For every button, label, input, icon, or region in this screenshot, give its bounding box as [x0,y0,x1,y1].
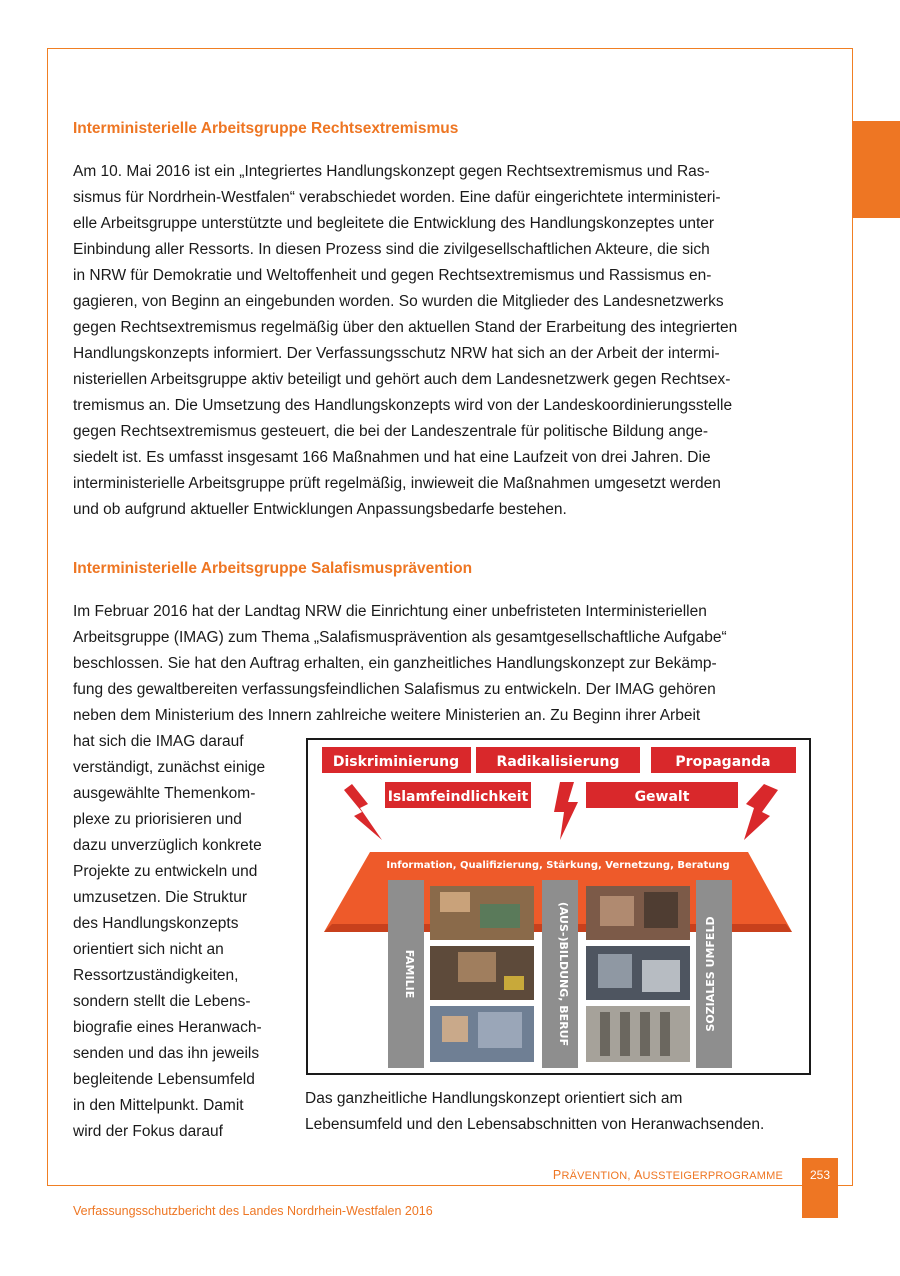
photo-detail [478,1012,522,1048]
text-line: senden und das ihn jeweils [73,1045,260,1062]
concept-figure [306,738,811,1075]
photo-detail [620,1012,630,1056]
text-line: siedelt ist. Es umfasst insgesamt 166 Maßnahmen und hat eine Laufzeit von drei Jahren. Die [73,449,711,466]
threat-label-propaganda: Propaganda [675,754,771,770]
roof-label: Information, Qualifizierung, Stärkung, Vernetzung, Beratung [386,860,730,871]
text-line: tremismus an. Die Umsetzung des Handlungskonzepts wird von der Landeskoordinierungsstelle [73,397,733,414]
footer-section-word2-rest: USSTEIGERPROGRAMME [642,1170,783,1182]
photo-detail [600,896,634,926]
paragraph-rechtsextremismus [73,159,813,523]
photo-detail [660,1012,670,1056]
text-line: nisteriellen Arbeitsgruppe aktiv beteiligt und gehört auch dem Landesnetzwerk gegen Rechtsex- [73,371,731,388]
text-line: Handlungskonzepts informiert. Der Verfassungsschutz NRW hat sich an der Arbeit der intermi- [73,345,720,362]
photo-detail [440,892,470,912]
text-line: und ob aufgrund aktueller Entwicklungen Anpassungsbedarfe bestehen. [73,501,567,518]
text-line: dazu unverzüglich konkrete [73,837,262,854]
photo-detail [480,904,520,928]
text-line: Ressortzuständigkeiten, [73,967,239,984]
text-line: hat sich die IMAG darauf [73,733,244,750]
paragraph-salafismus [73,599,813,729]
photo-detail [598,954,632,988]
running-footer-section [553,1168,783,1182]
text-line: des Handlungskonzepts [73,915,239,932]
photo-detail [458,952,496,982]
footer-section-word2-initial: A [633,1168,643,1182]
text-line: in NRW für Demokratie und Weltoffenheit und gegen Rechtsextremismus und Rassismus en- [73,267,712,284]
text-line: Arbeitsgruppe (IMAG) zum Thema „Salafismusprävention als gesamtgesellschaftliche Aufgabe“ [73,629,727,646]
text-line: orientiert sich nicht an [73,941,224,958]
threat-label-islamfeindlichkeit: Islamfeindlichkeit [387,789,529,805]
text-line: ausgewählte Themenkom- [73,785,256,802]
report-title: Verfassungsschutzbericht des Landes Nordrhein-Westfalen 2016 [73,1204,433,1218]
text-line: Im Februar 2016 hat der Landtag NRW die Einrichtung einer unbefristeten Interministeriellen [73,603,707,620]
text-line: Lebensumfeld und den Lebensabschnitten von Heranwachsenden. [305,1116,765,1133]
text-line: in den Mittelpunkt. Damit [73,1097,244,1114]
text-line: sismus für Nordrhein-Westfalen“ verabschiedet worden. Eine dafür eingerichtete interministeri- [73,189,721,206]
footer-section-word1-rest: RÄVENTION, [561,1170,634,1182]
photo-detail [640,1012,650,1056]
text-line: Einbindung aller Ressorts. In diesen Prozess sind die zivilgesellschaftlichen Akteure, die sich [73,241,710,258]
text-line: neben dem Ministerium des Innern zahlreiche weitere Ministerien an. Zu Beginn ihrer Arbeit [73,707,701,724]
threat-label-radikalisierung: Radikalisierung [496,754,620,770]
figure-caption [305,1086,825,1138]
text-line: Das ganzheitliche Handlungskonzept orientiert sich am [305,1090,683,1107]
text-line: gagieren, von Beginn an eingebunden worden. So wurden die Mitglieder des Landesnetzwerks [73,293,724,310]
text-line: sondern stellt die Lebens- [73,993,251,1010]
pillar-label-soziales-umfeld: SOZIALES UMFELD [704,916,717,1032]
photo-detail [504,976,524,990]
concept-diagram [308,740,809,1073]
photo-detail [600,1012,610,1056]
text-line: Projekte zu entwickeln und [73,863,258,880]
lightning-icon [554,782,578,840]
text-line: beschlossen. Sie hat den Auftrag erhalten, ein ganzheitliches Handlungskonzept zur Bekämp- [73,655,717,672]
threat-label-gewalt: Gewalt [634,789,690,805]
lightning-icon [344,784,382,840]
lightning-icon [744,784,778,840]
text-line: verständigt, zunächst einige [73,759,266,776]
threat-label-diskriminierung: Diskriminierung [332,754,460,770]
text-line: gegen Rechtsextremismus gesteuert, die bei der Landeszentrale für politische Bildung ange- [73,423,709,440]
text-line: fung des gewaltbereiten verfassungsfeindlichen Salafismus zu entwickeln. Der IMAG gehören [73,681,716,698]
text-line: wird der Fokus darauf [73,1123,223,1140]
pillar-label-ausbildung: (AUS-)BILDUNG, BERUF [557,901,570,1047]
section-heading-salafismus: Interministerielle Arbeitsgruppe Salafismusprävention [73,560,473,577]
footer-section-word1-initial: P [552,1168,562,1182]
section-heading-rechtsextremismus: Interministerielle Arbeitsgruppe Rechtsextremismus [73,120,459,137]
text-line: gegen Rechtsextremismus regelmäßig über den aktuellen Stand der Erarbeitung des integrierten [73,319,738,336]
chapter-tab [852,121,900,218]
text-line: Am 10. Mai 2016 ist ein „Integriertes Handlungskonzept gegen Rechtsextremismus und Ras- [73,163,710,180]
text-line: umzusetzen. Die Struktur [73,889,248,906]
photo-detail [642,960,680,992]
text-line: biografie eines Heranwach- [73,1019,262,1036]
photo-detail [442,1016,468,1042]
paragraph-salafismus-column [73,729,293,1145]
pillar-label-familie: FAMILIE [403,949,416,999]
page-number: 253 [802,1158,838,1218]
text-line: elle Arbeitsgruppe unterstützte und begleitete die Entwicklung des Handlungskonzeptes unter [73,215,715,232]
text-line: interministerielle Arbeitsgruppe prüft regelmäßig, inwieweit die Maßnahmen umgesetzt werden [73,475,721,492]
text-line: plexe zu priorisieren und [73,811,242,828]
text-line: begleitende Lebensumfeld [73,1071,255,1088]
photo-detail [644,892,678,928]
